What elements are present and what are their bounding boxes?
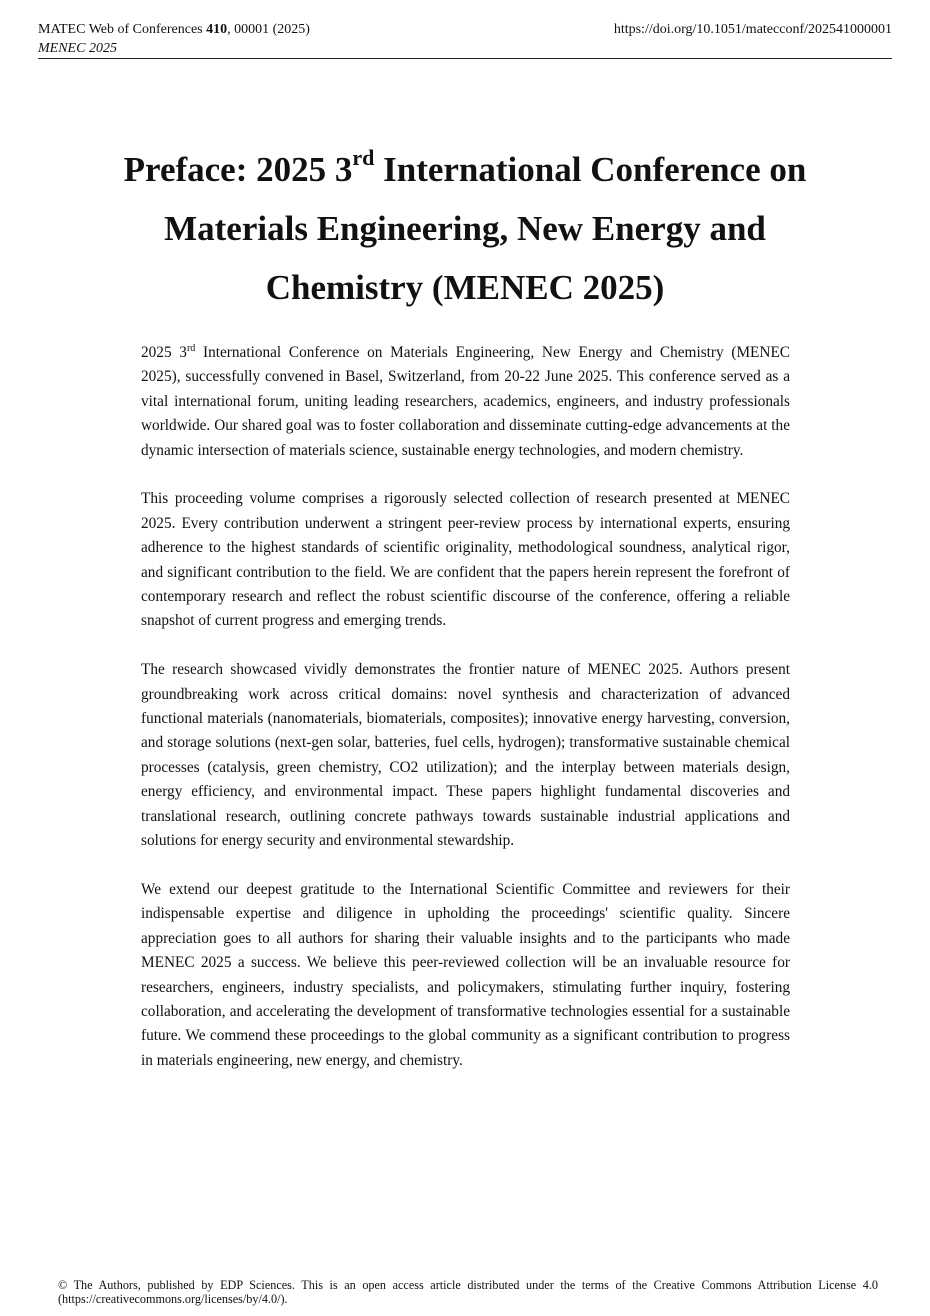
journal-article-number: , 00001 (2025): [227, 22, 310, 37]
journal-volume: 410: [206, 22, 228, 37]
paragraph-1-superscript: rd: [186, 343, 196, 354]
paragraph-1: [141, 341, 790, 463]
preface-body: [141, 341, 790, 1098]
paragraph-1-start: 2025 3: [141, 344, 187, 361]
journal-citation: [38, 20, 310, 39]
paragraph-3: The research showcased vividly demonstrates the frontier nature of MENEC 2025. Authors present groundbreaking work across critical domains: novel synthesis and characterization of advanced functional materials (nanomaterials, biomaterials, composites); innovative energy harvesting, conversion, and storage solutions (next-gen solar, batteries, fuel cells, hydrogen); transformative sustainable chemical processes (catalysis, green chemistry, CO2 utilization); and the interplay between materials design, energy efficiency, and environmental impact. These papers highlight fundamental discoveries and translational research, outlining concrete pathways towards sustainable industrial applications and solutions for energy security and environmental stewardship.: [141, 661, 790, 850]
paragraph-1-rest: International Conference on Materials Engineering, New Energy and Chemistry (MENEC 2025), successfully convened in Basel, Switzerland, from 20-22 June 2025. This conference served as a vital international forum, uniting leading researchers, academics, engineers, and industry professionals worldwide. Our shared goal was to foster collaboration and disseminate cutting-edge advancements at the dynamic intersection of materials science, sustainable energy technologies, and modern chemistry.: [141, 344, 790, 459]
title-superscript: rd: [352, 145, 375, 170]
conference-abbreviation: MENEC 2025: [38, 41, 117, 56]
page-header: [38, 20, 892, 59]
title-part-1: Preface: 2025 3: [123, 150, 353, 189]
header-journal-info: [38, 20, 310, 58]
paragraph-2: This proceeding volume comprises a rigorously selected collection of research presented at MENEC 2025. Every contribution underwent a stringent peer-review process by international experts, ensuring adherence to the highest standards of scientific originality, methodological soundness, analytical rigor, and significant contribution to the field. We are confident that the papers herein represent the forefront of contemporary research and reflect the robust scientific discourse of the conference, offering a reliable snapshot of current progress and emerging trends.: [141, 490, 790, 630]
doi-link[interactable]: https://doi.org/10.1051/matecconf/202541000001: [613, 22, 892, 37]
paragraph-4: We extend our deepest gratitude to the International Scientific Committee and reviewers for their indispensable expertise and diligence in upholding the proceedings' scientific quality. Sincere appreciation goes to all authors for sharing their valuable insights and to the participants who made MENEC 2025 a success. We believe this peer-reviewed collection will be an invaluable resource for researchers, engineers, industry specialists, and policymakers, stimulating further inquiry, fostering collaboration, and accelerating the development of transformative technologies essential for a sustainable future. We commend these proceedings to the global community as a significant contribution to progress in materials engineering, new energy, and chemistry.: [141, 880, 790, 1069]
title-part-2: International Conference on Materials Engineering, New Energy and Chemistry (MENEC 2025): [164, 150, 807, 307]
journal-name: MATEC Web of Conferences: [38, 22, 207, 37]
license-footer: © The Authors, published by EDP Sciences. This is an open access article distributed under the terms of the Creative Commons Attribution License 4.0 (https://creativecommons.org/licenses/by/4.0/).: [58, 1278, 878, 1306]
paper-title: [120, 140, 810, 317]
